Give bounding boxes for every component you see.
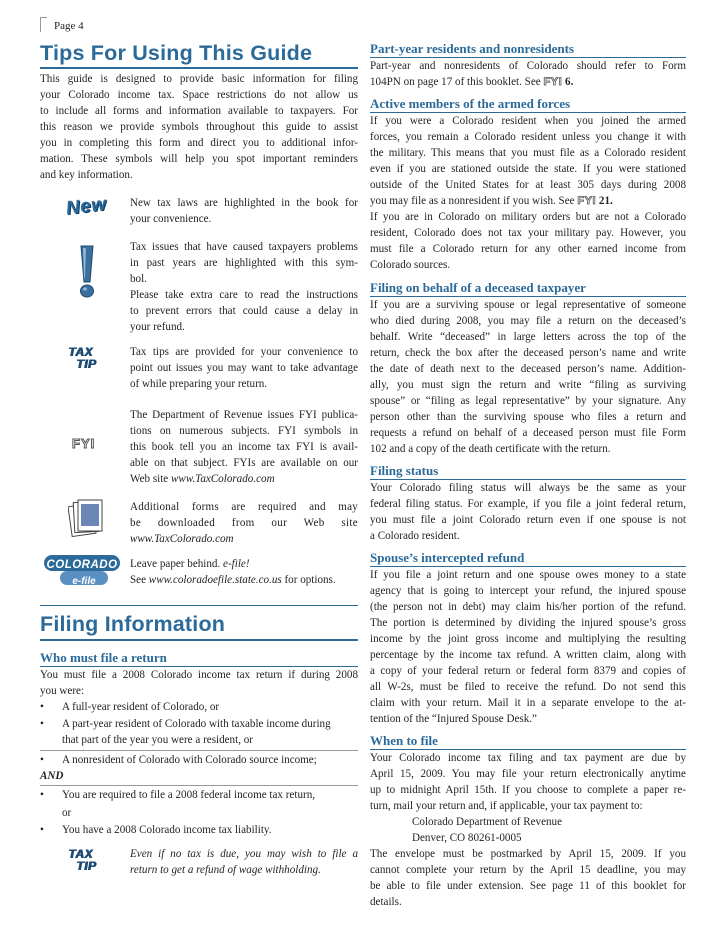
list-item: • A nonresident of Colorado with Colorado source income; [40,754,317,766]
filing-status-heading: Filing status [370,463,439,478]
forms-link[interactable]: www.TaxColorado.com [130,533,234,545]
when-to-file-heading: When to file [370,733,438,748]
list-item: • You have a 2008 Colorado income tax liability. [40,824,272,836]
right-column: Part-year residents and nonresidents Part-year and nonresidents of Colorado should refer to Form 104PN on page 17 of this booklet. See FYI 6. Active members of the armed forces If you were a Colorado resident when you joined the armed forces, you remain a Colorado resident unless you change it with the military. This means that you must file as a Colorado resident even if you are stationed outside the state. If you were stationed outside of the United States for at least 305 days during 2008 you may file as a nonresident if you wish. See FYI 21. If you are in Colorado on military orders but are not a Colorado resident, Colorado does not tax your military pay. However, you must file a Colorado return for any other earned income from Colorado sources. Filing on behalf of a deceased taxpayer If you are a surviving spouse or legal representative of someone who died during 2008, you may file a return on the deceased’s behalf. Write “deceased” in large letters across the top of the return, check the box after the deceased person’s name and write the date of death next to the deceased person’s name. Addition- ally, you must sign the return and write “filing as surviving spouse” or “filing as legal representative” by your signature. Any person other than the surviving spouse who files a return and requests a refund on behalf of a deceased person must file Form 102 and a copy of the death certificate with the return. Filing status Your Colorado filing status will always be the same as your federal filing status. For example, if you file a joint federal return, you must file a joint Colorado return even if one spouse is not a Colorado resident. Spouse’s intercepted refund If you file a joint return and one spouse owes money to a state agency that is going to intercept your refund, the injured spouse (the person not in debt) may claim his/her portion of the refund. The portion is determined by dividing the injured spouse’s gross income by the joint gross income and multiplying the resulting percentage by the income tax refund. A written claim, along with a copy of your federal return or federal form 8379 and copies of all W-2s, must be filed to receive the refund. Do not send this claim with your return. Mail it in a separate envelope to the at- tention of the “Injured Spouse Desk.” When to file Your Colorado income tax filing and tax payment are due by April 15, 2009. You may file your return electronically anytime up to midnight April 15th. If you choose to complete a paper re- turn, mail your return and, if applicable, your tax payment to: Colorado Department of Revenue Denver, CO 80261-0005 The envelope must be postmarked by April 15, 2009. If you cannot complete your return by the April 15 deadline, you may be able to file under extension. See page 11 of this booklet for details. [370,41,686,908]
tips-intro [40,71,358,183]
who-must-file-text: You must file a 2008 Colorado income tax return if during 2008 you were: [40,669,358,697]
intro-line: this reason we provide symbols throughout this guide to assist [40,121,358,133]
tax-tip-description: Tax tips are provided for your convenience to point out issues you may want to take advantage of while preparing your return. [130,346,358,390]
fyi-description: The Department of Revenue issues FYI publica- tions on numerous subjects. FYI symbols in this book tell you an income tax FYI is avail- able on that subject. FYIs are available on our Web site www.TaxColorado.com [130,409,358,485]
new-icon: New [64,193,108,220]
filing-info-rule [40,639,358,641]
tips-title-rule [40,67,358,69]
efile-link[interactable]: www.coloradoefile.state.co.us [148,574,282,586]
intro-line: you in completing this form and direct you to additional infor- [40,137,358,149]
new-description: New tax laws are highlighted in the book for your convenience. [130,197,358,225]
who-must-file-heading: Who must file a return [40,650,167,665]
intro-line: and key information. [40,169,133,181]
page-corner-mark [40,17,47,32]
page-number: Page 4 [54,20,84,32]
intro-line: your Colorado income tax. Space restrictions do not allow us [40,89,358,101]
mailing-address: Denver, CO 80261-0005 [412,832,522,844]
partyear-text: Part-year and nonresidents of Colorado should refer to Form [370,60,686,72]
fyi-icon: FYI [577,195,597,207]
forms-icon [68,497,104,537]
fyi-icon: FYI [72,436,96,451]
and-label: AND [40,770,64,782]
caution-description: Tax issues that have caused taxpayers problems in past years are highlighted with this sym- bol. Please take extra care to read the instructions to prevent errors that could cause a delay in your refund. [130,241,358,333]
partyear-heading: Part-year residents and nonresidents [370,41,575,56]
intro-line: This guide is designed to provide basic information for filing [40,73,358,85]
spouse-refund-heading: Spouse’s intercepted refund [370,550,525,565]
tax-tip-icon: TAX TIP [68,345,97,371]
separator [40,750,358,751]
filing-info-top-rule [40,605,358,606]
armed-forces-heading: Active members of the armed forces [370,96,571,111]
colorado-efile-logo: COLORADO e-file [44,555,122,589]
efile-description: Leave paper behind. e-file! See www.coloradoefile.state.co.us for options. [130,558,336,586]
tax-tip-icon: TAX TIP [68,847,97,873]
filing-info-title: Filing Information [40,612,226,636]
taxcolorado-link[interactable]: www.TaxColorado.com [171,473,275,485]
tips-title: Tips For Using This Guide [40,41,313,65]
fyi-icon: FYI [543,76,563,88]
exclamation-icon [78,244,96,300]
list-item: • A part-year resident of Colorado with taxable income during that part of the year you were a resident, or [40,718,331,746]
partyear-text: 104PN on page 17 of this booklet. See FYI 6. [370,76,574,88]
forms-description: Additional forms are required and may be downloaded from our Web site www.TaxColorado.com [130,501,358,545]
deceased-heading: Filing on behalf of a deceased taxpayer [370,280,586,295]
intro-line: mation. These symbols will help you spot important reminders [40,153,358,165]
intro-line: to include all forms and information available to taxpayers. For [40,105,358,117]
or-label: or [62,807,72,819]
refund-tip: Even if no tax is due, you may wish to file a return to get a refund of wage withholding. [130,848,358,876]
separator [40,785,358,786]
armed-fyi-line: you may file as a nonresident if you wish. See FYI 21. [370,195,613,207]
list-item: • A full-year resident of Colorado, or [40,701,220,713]
mailing-address: Colorado Department of Revenue [412,816,563,828]
list-item: • You are required to file a 2008 federal income tax return, [40,789,316,801]
